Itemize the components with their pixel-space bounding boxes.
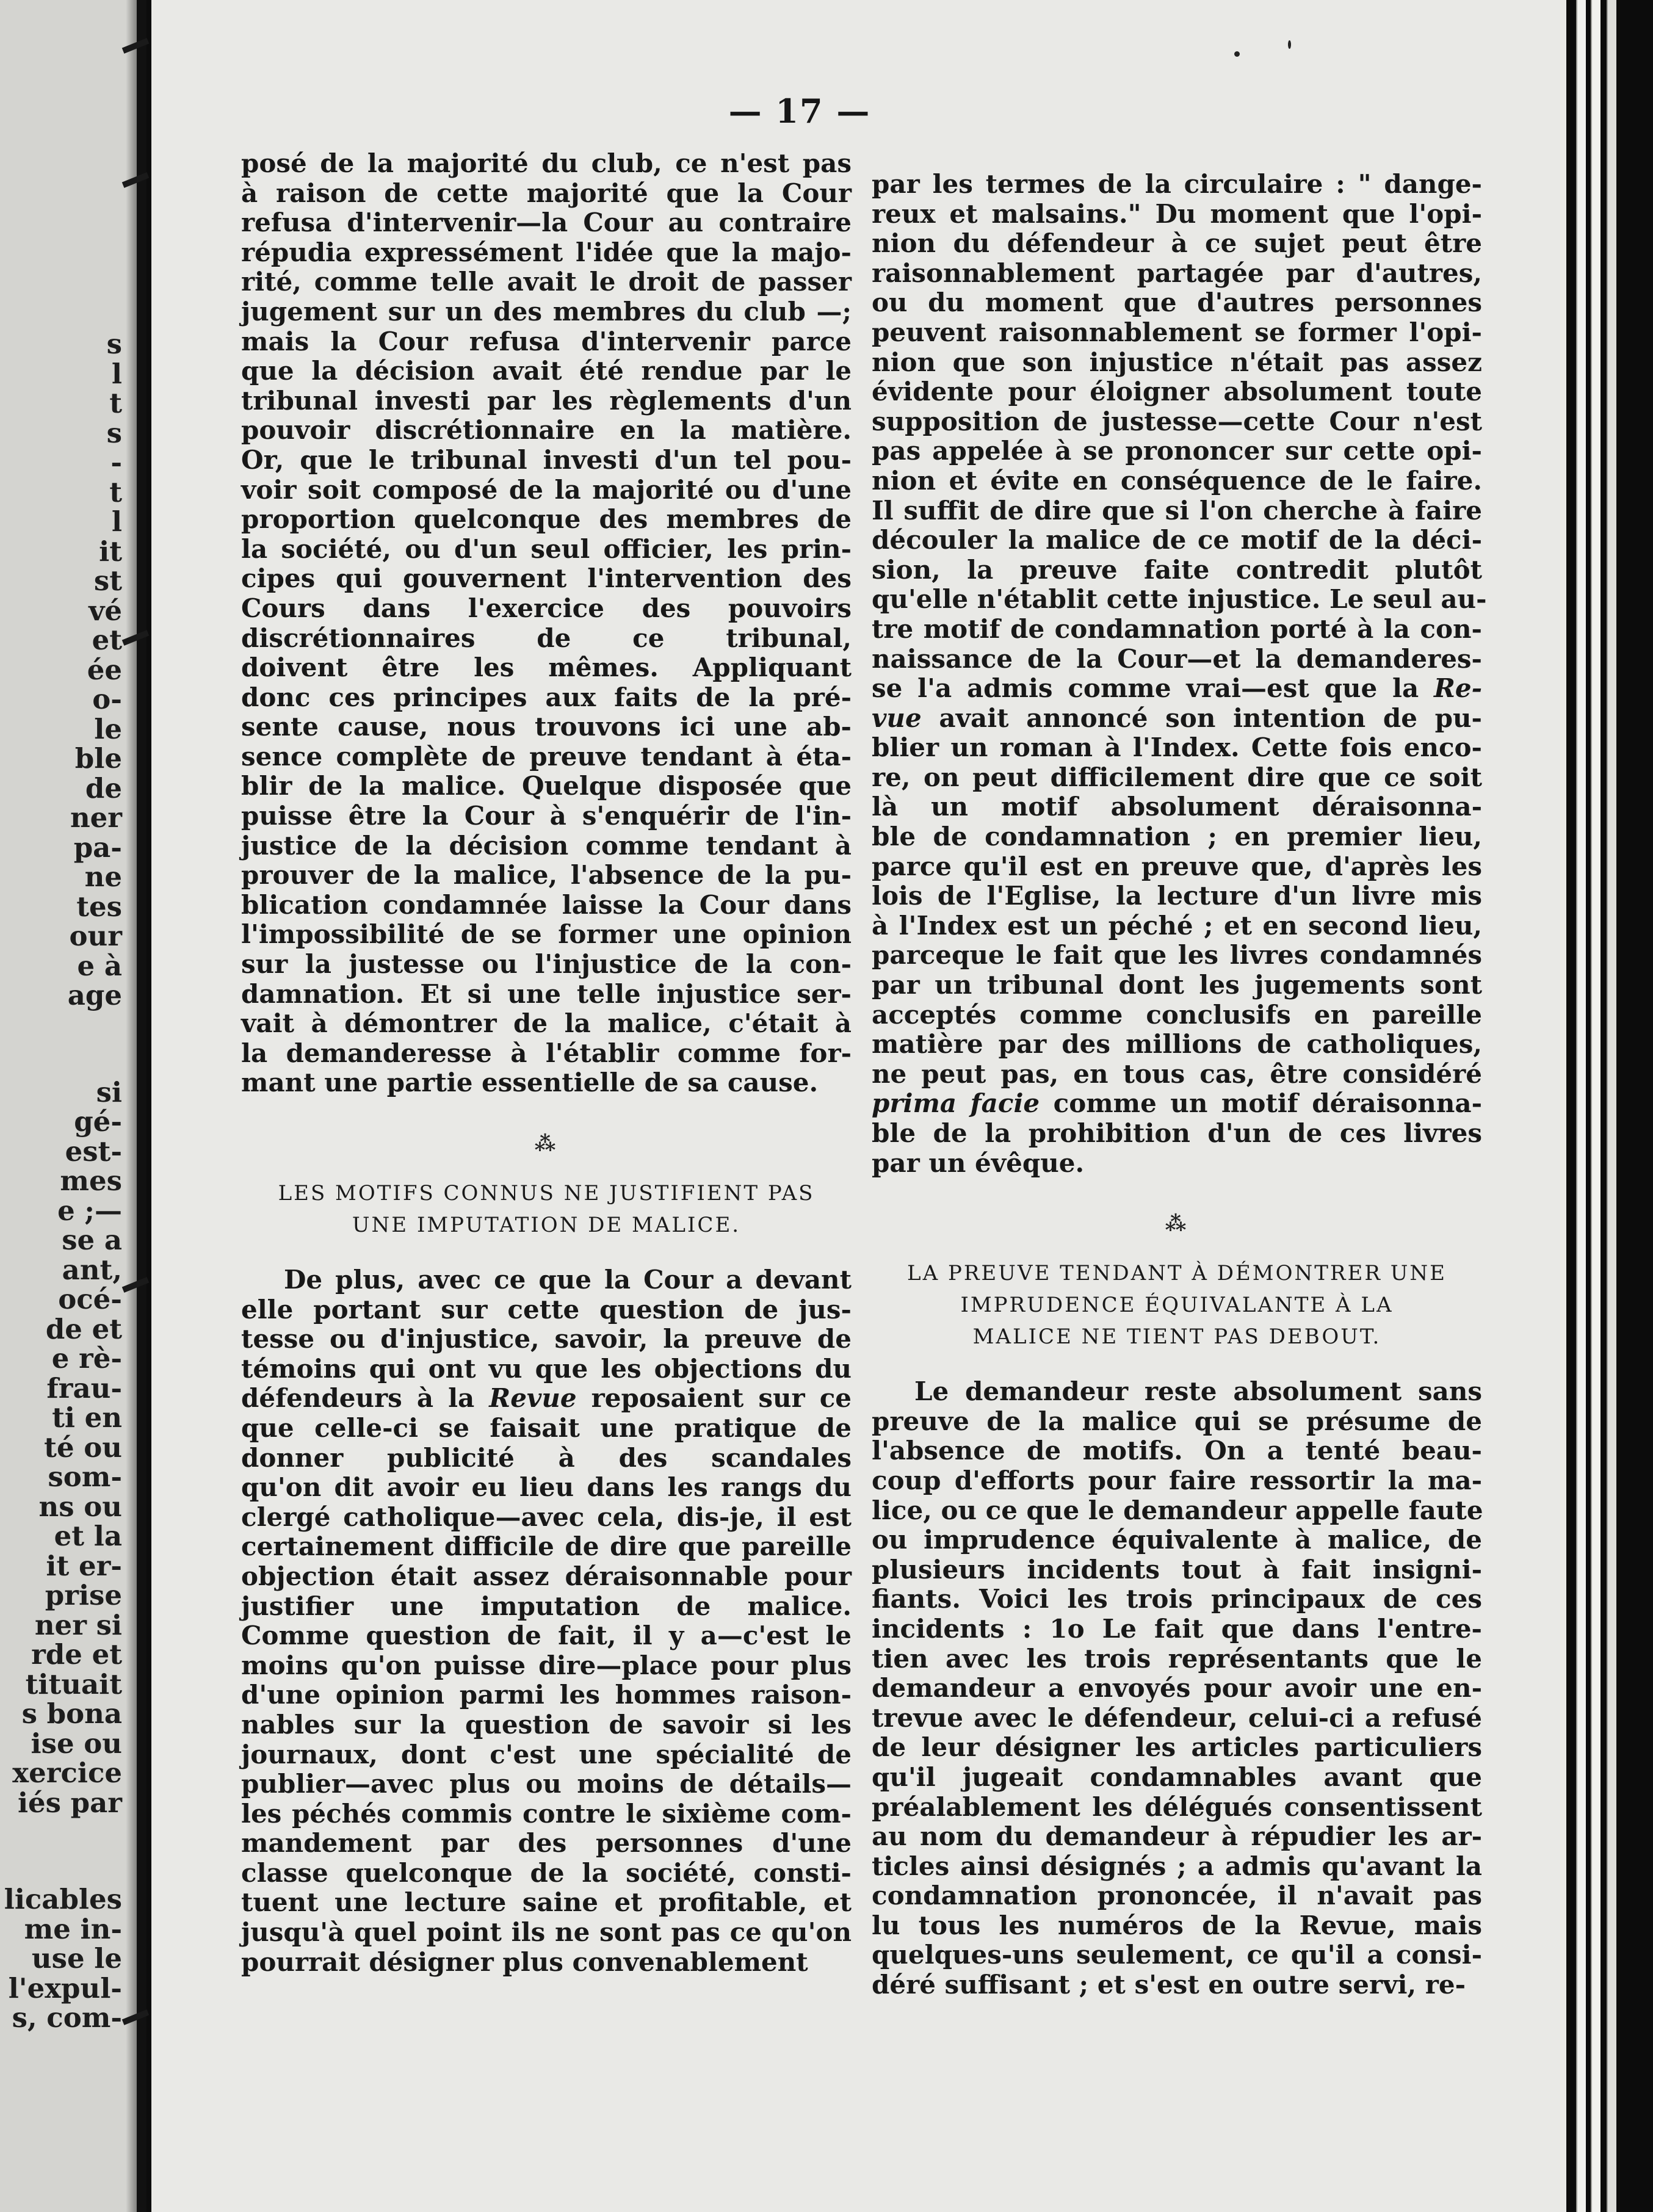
text-line: posé de la majorité du club, ce n'est pas <box>241 148 852 178</box>
facing-page-line: si <box>96 1075 122 1108</box>
text-line: que la décision avait été rendue par le <box>241 356 852 386</box>
facing-page-line: prise <box>45 1579 122 1611</box>
text-line: la demanderesse à l'établir comme for- <box>241 1038 852 1068</box>
text-line: classe quelconque de la société, consti- <box>241 1857 852 1888</box>
facing-page-line: it er- <box>46 1549 122 1582</box>
right-column <box>872 169 1487 2000</box>
text-line: par un évêque. <box>872 1148 1085 1178</box>
text-line: supposition de justesse—cette Cour n'est <box>872 406 1482 436</box>
spacer <box>872 1353 1482 1377</box>
facing-page-line: le <box>94 712 122 745</box>
facing-page-line <box>0 1818 122 1885</box>
text-line: matière par des millions de catholiques, <box>872 1029 1482 1060</box>
text-line: préalablement les délégués consentissent <box>872 1791 1482 1822</box>
text-line: refusa d'intervenir—la Cour au contraire <box>241 208 852 238</box>
section-ornament: ⁂ <box>534 1132 559 1156</box>
facing-page-line: e ;— <box>57 1194 122 1227</box>
text-line: parce qu'il est en preuve que, d'après les <box>872 851 1482 881</box>
text-line: donc ces principes aux faits de la pré- <box>241 682 852 712</box>
text-line: jugement sur un des membres du club —; <box>241 296 852 327</box>
text-line: nables sur la question de savoir si les <box>241 1709 852 1740</box>
text-line: mais la Cour refusa d'intervenir parce <box>241 326 852 356</box>
text-line: sente cause, nous trouvons ici une ab- <box>241 712 852 742</box>
text-line: journaux, dont c'est une spécialité de <box>241 1739 852 1769</box>
facing-page-text <box>0 330 122 2033</box>
text-line: voir soit composé de la majorité ou d'une <box>241 474 852 505</box>
text-line: Comme question de fait, il y a—c'est le <box>241 1621 852 1651</box>
facing-page-line: té ou <box>44 1431 122 1464</box>
facing-page-line: our <box>69 920 122 952</box>
text-line: à raison de cette majorité que la Cour <box>241 178 852 208</box>
text-line: plusieurs incidents tout à fait insigni- <box>872 1554 1482 1585</box>
facing-page-line: tes <box>76 890 122 923</box>
text-line: parceque le fait que les livres condamnés <box>872 940 1482 970</box>
facing-page-line: o- <box>92 683 122 715</box>
text-line: quelques-uns seulement, ce qu'il a consi- <box>872 1940 1482 1970</box>
binding-spine <box>137 0 146 2212</box>
facing-page-line: pa- <box>73 831 122 864</box>
text-line: Or, que le tribunal investi d'un tel pou- <box>241 444 852 475</box>
facing-page-line: se a <box>62 1224 122 1256</box>
text-line: cipes qui gouvernent l'intervention des <box>241 563 852 594</box>
text-line: raisonnablement partagée par d'autres, <box>872 258 1482 288</box>
text-line: moins qu'on puisse dire—place pour plus <box>241 1650 852 1680</box>
facing-page-line: rde et <box>31 1638 122 1671</box>
text-line: répudia expressément l'idée que la majo- <box>241 237 852 267</box>
section-heading: LA PREUVE TENDANT À DÉMONTRER UNE <box>907 1261 1447 1286</box>
facing-page-line <box>0 1011 122 1078</box>
text-line: que celle-ci se faisait une pratique de <box>241 1412 852 1443</box>
text-line: demandeur a envoyés pour avoir une en- <box>872 1673 1482 1704</box>
facing-page-line: gé- <box>74 1105 122 1138</box>
facing-page-line: som- <box>48 1461 122 1493</box>
facing-page-line: ée <box>87 653 122 686</box>
text-line: elle portant sur cette question de jus- <box>241 1294 852 1325</box>
text-line: jusqu'à quel point ils ne sont pas ce qu'on <box>241 1917 852 1948</box>
facing-page-line: mes <box>60 1165 122 1197</box>
text-line: vait à démontrer de la malice, c'était à <box>241 1008 852 1039</box>
facing-page-line: s bona <box>21 1697 122 1730</box>
text-line: doivent être les mêmes. Appliquant <box>241 652 852 683</box>
text-line: prouver de la malice, l'absence de la pu- <box>241 860 852 891</box>
facing-page-line: licables <box>4 1883 122 1915</box>
text-line: lois de l'Eglise, la lecture d'un livre mis <box>872 881 1482 911</box>
facing-page-line: xercice <box>12 1757 122 1789</box>
facing-page-line: océ- <box>58 1283 122 1315</box>
text-line: incidents : 1o Le fait que dans l'entre- <box>872 1613 1482 1644</box>
facing-page-line: t <box>109 475 122 508</box>
text-line: lu tous les numéros de la Revue, mais <box>872 1910 1482 1940</box>
spacer <box>241 1241 852 1265</box>
text-line: à l'Index est un péché ; et en second lieu, <box>872 910 1482 941</box>
text-line: donner publicité à des scandales <box>241 1442 852 1473</box>
section-heading: IMPRUDENCE ÉQUIVALANTE À LA <box>960 1293 1394 1318</box>
text-line: prima facie comme un motif déraisonna- <box>872 1088 1483 1119</box>
text-line: déré suffisant ; et s'est en outre servi, re- <box>872 1970 1466 2000</box>
text-line: qu'il jugeait condamnables avant que <box>872 1762 1482 1792</box>
facing-page-line: s, com- <box>12 2001 122 2034</box>
facing-page-line: t <box>109 387 122 419</box>
text-line: l'impossibilité de se former une opinion <box>241 919 852 950</box>
text-line: ou du moment que d'autres personnes <box>872 287 1482 318</box>
ink-speck <box>1234 51 1240 57</box>
facing-page-line: frau- <box>46 1372 122 1404</box>
text-line: nion du défendeur à ce sujet peut être <box>872 228 1482 259</box>
section-heading: UNE IMPUTATION DE MALICE. <box>352 1213 741 1237</box>
section-heading: LES MOTIFS CONNUS NE JUSTIFIENT PAS <box>278 1181 815 1205</box>
text-line: sion, la preuve faite contredit plutôt <box>872 554 1482 585</box>
text-line: découler la malice de ce motif de la déci- <box>872 525 1482 555</box>
text-line: au nom du demandeur à répudier les ar- <box>872 1821 1482 1852</box>
facing-page-line: it <box>99 535 122 568</box>
text-line: puisse être la Cour à s'enquérir de l'in- <box>241 801 852 831</box>
text-line: pouvoir discrétionnaire en la matière. <box>241 415 852 446</box>
text-line: d'une opinion parmi les hommes raison- <box>241 1680 852 1710</box>
text-line: justifier une imputation de malice. <box>241 1591 852 1621</box>
text-line: sur la justesse ou l'injustice de la con- <box>241 949 852 980</box>
text-line: nion que son injustice n'était pas assez <box>872 347 1482 377</box>
text-line: mandement par des personnes d'une <box>241 1828 852 1859</box>
facing-page-line: age <box>67 979 122 1011</box>
text-line: blir de la malice. Quelque disposée que <box>241 771 852 801</box>
text-line: ble de la prohibition d'un de ces livres <box>872 1118 1482 1148</box>
facing-page-line: et la <box>54 1520 122 1552</box>
text-line: blier un roman à l'Index. Cette fois enco- <box>872 732 1482 763</box>
text-line: mant une partie essentielle de sa cause. <box>241 1068 819 1098</box>
text-line: naissance de la Cour—et la demanderes- <box>872 643 1482 674</box>
facing-page-line: ant, <box>62 1253 122 1286</box>
text-line: fiants. Voici les trois principaux de ces <box>872 1584 1482 1614</box>
text-line: Cours dans l'exercice des pouvoirs <box>241 593 852 623</box>
facing-page-line: e à <box>77 949 122 982</box>
text-line: De plus, avec ce que la Cour a devant <box>284 1265 852 1295</box>
facing-page-line: ns ou <box>38 1490 122 1523</box>
text-line: preuve de la malice qui se présume de <box>872 1406 1482 1436</box>
spacer <box>241 1098 852 1110</box>
text-line: la société, ou d'un seul officier, les prin- <box>241 533 852 564</box>
text-line: peuvent raisonnablement se former l'opi- <box>872 317 1482 347</box>
text-line: tesse ou d'injustice, savoir, la preuve de <box>241 1324 852 1354</box>
facing-page-line: ner si <box>34 1608 122 1641</box>
text-line: par un tribunal dont les jugements sont <box>872 970 1482 1000</box>
text-line: se l'a admis comme vrai—est que la Re- <box>872 673 1482 704</box>
text-line: l'absence de motifs. On a tenté beau- <box>872 1436 1482 1466</box>
page-edge <box>1576 0 1586 2212</box>
text-line: Le demandeur reste absolument sans <box>914 1376 1482 1407</box>
facing-page-line: vé <box>89 594 122 627</box>
page-edge <box>1607 0 1616 2212</box>
text-line: clergé catholique—avec cela, dis-je, il est <box>241 1502 852 1532</box>
ink-speck <box>1288 40 1291 49</box>
facing-page-line: ner <box>70 801 122 834</box>
facing-page-line: iés par <box>17 1786 122 1819</box>
text-line: objection était assez déraisonnable pour <box>241 1561 852 1591</box>
text-line: rité, comme telle avait le droit de passer <box>241 267 852 297</box>
section-heading: MALICE NE TIENT PAS DEBOUT. <box>972 1325 1381 1350</box>
facing-page-line: - <box>110 446 122 479</box>
text-line: nion et évite en conséquence de le faire. <box>872 465 1482 496</box>
text-line: ble de condamnation ; en premier lieu, <box>872 822 1482 852</box>
text-line: condamnation prononcée, il n'avait pas <box>872 1881 1482 1911</box>
text-line: certainement difficile de dire que pareille <box>241 1531 852 1562</box>
facing-page-line: l <box>111 357 122 390</box>
text-line: qu'elle n'établit cette injustice. Le seul au- <box>872 584 1487 615</box>
text-line: par les termes de la circulaire : " dange- <box>872 169 1482 199</box>
left-column <box>241 149 852 1977</box>
text-line: discrétionnaires de ce tribunal, <box>241 623 852 653</box>
facing-page-line: s <box>106 328 122 360</box>
text-line: damnation. Et si une telle injustice ser- <box>241 978 852 1009</box>
facing-page-line: ble <box>74 742 122 775</box>
text-line: ne peut pas, en tous cas, être considéré <box>872 1058 1482 1089</box>
section-ornament: ⁂ <box>1165 1212 1189 1237</box>
facing-page-line: use le <box>31 1942 122 1975</box>
text-line: Il suffit de dire que si l'on cherche à faire <box>872 495 1482 526</box>
text-line: ticles ainsi désignés ; a admis qu'avant la <box>872 1851 1482 1881</box>
text-line: les péchés commis contre le sixième com- <box>241 1798 852 1829</box>
facing-page-line: e rè- <box>51 1342 122 1375</box>
text-line: coup d'efforts pour faire ressortir la ma- <box>872 1465 1482 1495</box>
text-line: qu'on dit avoir eu lieu dans les rangs du <box>241 1472 852 1503</box>
text-line: publier—avec plus ou moins de détails— <box>241 1769 852 1799</box>
facing-page-line: me in- <box>24 1912 122 1945</box>
facing-page-line: l <box>111 505 122 538</box>
text-line: tribunal investi par les règlements d'un <box>241 385 852 416</box>
text-line: proportion quelconque des membres de <box>241 504 852 535</box>
text-line: évidente pour éloigner absolument toute <box>872 377 1482 407</box>
page-edge <box>1591 0 1601 2212</box>
spacer <box>872 1178 1482 1190</box>
facing-page-fragment <box>0 0 142 2212</box>
facing-page-line: l'expul- <box>8 1972 122 2004</box>
text-line: trevue avec le défendeur, celui-ci a refusé <box>872 1702 1482 1733</box>
text-line: lice, ou ce que le demandeur appelle faute <box>872 1495 1483 1525</box>
facing-page-line: de et <box>45 1312 122 1345</box>
text-line: blication condamnée laisse la Cour dans <box>241 889 852 920</box>
text-line: témoins qui ont vu que les objections du <box>241 1353 852 1384</box>
text-line: là un motif absolument déraisonna- <box>872 792 1482 822</box>
facing-page-line: tituait <box>25 1668 122 1701</box>
text-line: de leur désigner les articles particuliers <box>872 1732 1482 1763</box>
facing-page-line: ti en <box>52 1401 122 1434</box>
text-line: sence complète de preuve tendant à éta- <box>241 741 852 772</box>
text-line: justice de la décision comme tendant à <box>241 830 852 861</box>
text-line: vue avait annoncé son intention de pu- <box>872 703 1482 733</box>
text-line: tre motif de condamnation porté à la con- <box>872 613 1482 644</box>
facing-page-line: ne <box>84 861 122 893</box>
page-number: — 17 — <box>728 92 871 131</box>
text-line: ou imprudence équivalente à malice, de <box>872 1525 1482 1555</box>
text-line: tuent une lecture saine et profitable, et <box>241 1887 852 1918</box>
text-line: acceptés comme conclusifs en pareille <box>872 999 1482 1030</box>
text-line: tien avec les trois représentants que le <box>872 1643 1482 1674</box>
facing-page-line: est- <box>65 1135 122 1168</box>
facing-page-line: ise ou <box>31 1727 122 1760</box>
facing-page-line: de <box>85 772 122 804</box>
text-line: re, on peut difficilement dire que ce soit <box>872 762 1482 792</box>
text-line: défendeurs à la Revue reposaient sur ce <box>241 1383 852 1414</box>
text-line: reux et malsains." Du moment que l'opi- <box>872 198 1482 229</box>
facing-page-line: et <box>92 624 122 656</box>
facing-page-line: s <box>106 416 122 449</box>
text-line: pourrait désigner plus convenablement <box>241 1946 808 1977</box>
text-line: pas appelée à se prononcer sur cette opi- <box>872 436 1482 466</box>
facing-page-line: st <box>93 565 122 597</box>
